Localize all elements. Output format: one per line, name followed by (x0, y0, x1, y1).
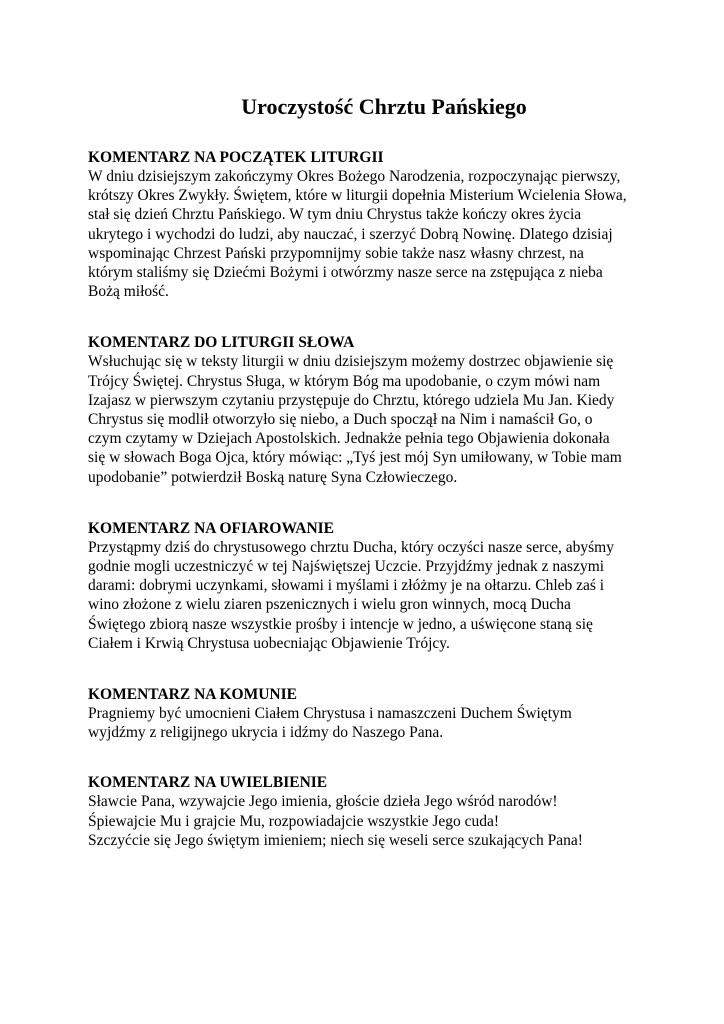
section-heading: KOMENTARZ NA UWIELBIENIE (88, 774, 328, 792)
paragraph-line: krótszy Okres Zwykły. Świętem, które w liturgii dopełnia Misterium Wcielenia Słowa, (88, 187, 627, 205)
paragraph-line: wino złożone z wielu ziaren pszenicznych i wielu gron winnych, mocą Ducha (88, 596, 571, 614)
paragraph-line: którym staliśmy się Dziećmi Bożymi i otwórzmy nasze serce na zstępująca z nieba (88, 264, 603, 282)
paragraph-line: Trójcy Świętej. Chrystus Sługa, w którym Bóg ma upodobanie, o czym mówi nam (88, 372, 601, 390)
paragraph-line: W dniu dzisiejszym zakończymy Okres Bożego Narodzenia, rozpoczynając pierwszy, (88, 168, 621, 185)
document-title: Uroczystość Chrztu Pańskiego (241, 94, 527, 119)
section-heading: KOMENTARZ NA POCZĄTEK LITURGII (88, 149, 384, 166)
section-heading: KOMENTARZ DO LITURGII SŁOWA (88, 334, 355, 352)
paragraph-line: darami: dobrymi uczynkami, słowami i myślami i złóżmy je na ołtarzu. Chleb zaś i (88, 577, 605, 595)
paragraph-line: Chrystus się modlił otworzyło się niebo, a Duch spoczął na Nim i namaścił Go, o (88, 411, 593, 429)
paragraph-line: wyjdźmy z religijnego ukrycia i idźmy do Naszego Pana. (88, 724, 444, 742)
section-body (88, 792, 648, 850)
paragraph-line: godnie mogli uczestniczyć w tej Najświętszej Uczcie. Przyjdźmy jednak z naszymi (88, 558, 605, 576)
paragraph-line: Świętego zbiorą nasze wszystkie prośby i intencje w jedno, a uświęcone staną się (88, 615, 593, 633)
paragraph-line: upodobanie” potwierdził Boską naturę Syna Człowieczego. (88, 468, 458, 486)
document-page (88, 92, 648, 850)
paragraph-line: ukrytego i wychodzi do ludzi, aby nauczać, i szerzyć Dobrą Nowinę. Dlatego dzisiaj (88, 225, 613, 243)
section-heading: KOMENTARZ NA KOMUNIE (88, 686, 297, 704)
paragraph-line: Ciałem i Krwią Chrystusa uobecniając Objawienie Trójcy. (88, 634, 450, 652)
paragraph-line: stał się dzień Chrztu Pańskiego. W tym dniu Chrystus także kończy okres życia (88, 206, 582, 224)
section-body (88, 352, 648, 486)
paragraph-line: Szczyćcie się Jego świętym imieniem; niech się weseli serce szukających Pana! (88, 831, 583, 849)
paragraph-line: Śpiewajcie Mu i grajcie Mu, rozpowiadajcie wszystkie Jego cuda! (88, 812, 500, 830)
paragraph-line: Bożą miłość. (88, 283, 169, 301)
paragraph-line: Wsłuchując się w teksty liturgii w dniu dzisiejszym możemy dostrzec objawienie się (88, 353, 614, 371)
section-offertory-comment (88, 519, 648, 653)
section-heading: KOMENTARZ NA OFIAROWANIE (88, 519, 335, 537)
section-body (88, 704, 648, 742)
section-praise-comment (88, 773, 648, 850)
paragraph-line: Sławcie Pana, wzywajcie Jego imienia, głoście dzieła Jego wśród narodów! (88, 793, 558, 811)
paragraph-line: czym czytamy w Dziejach Apostolskich. Jednakże pełnia tego Objawienia dokonała (88, 430, 610, 448)
section-body (88, 167, 648, 301)
paragraph-line: Izajasz w pierwszym czytaniu przystępuje do Chrztu, którego udziela Mu Jan. Kiedy (88, 391, 615, 409)
section-body (88, 538, 648, 653)
paragraph-line: Pragniemy być umocnieni Ciałem Chrystusa i namaszczeni Duchem Świętym (88, 705, 572, 723)
paragraph-line: Przystąpmy dziś do chrystusowego chrztu Ducha, który oczyści nasze serce, abyśmy (88, 538, 614, 556)
paragraph-line: wspominając Chrzest Pański przypomnijmy sobie także nasz własny chrzest, na (88, 244, 584, 262)
section-liturgy-of-word-comment (88, 333, 648, 486)
section-communion-comment (88, 685, 648, 742)
section-opening-comment (88, 148, 648, 301)
paragraph-line: się w słowach Boga Ojca, który mówiąc: „Tyś jest mój Syn umiłowany, w Tobie mam (88, 449, 622, 467)
